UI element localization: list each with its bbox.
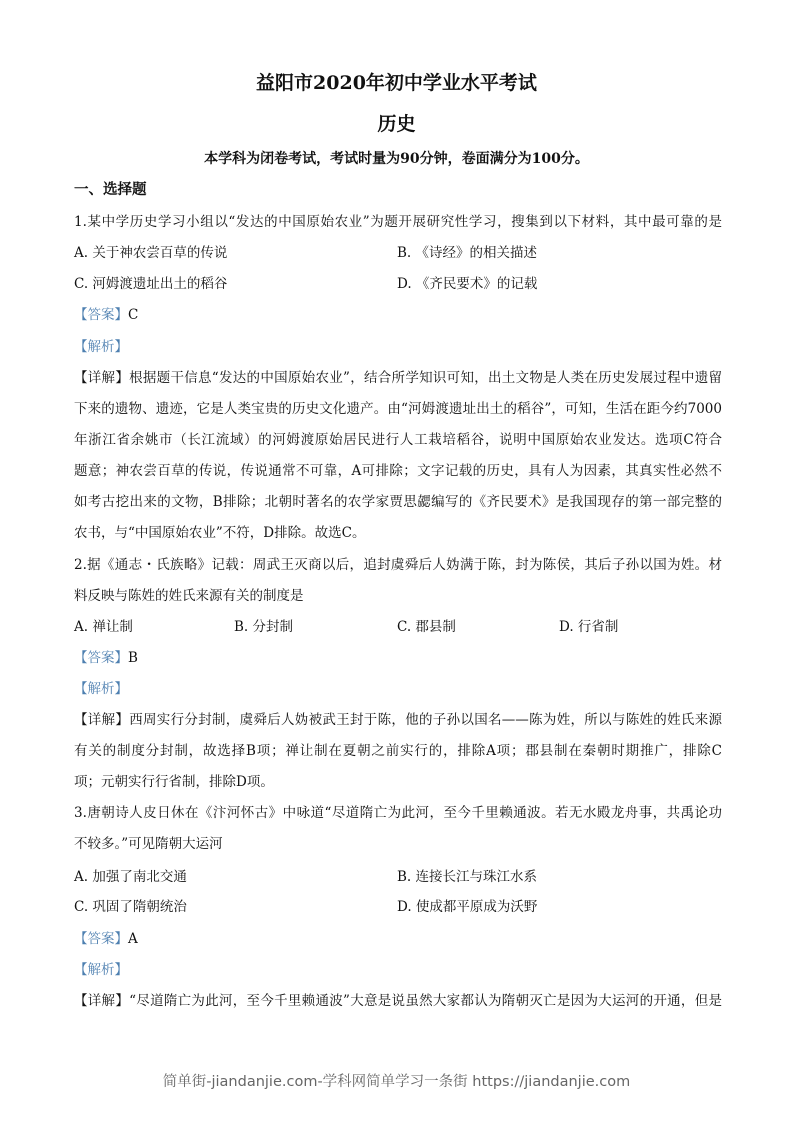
q1-detail-line: 题意；神农尝百草的传说，传说通常不可靠，A可排除；文字记载的历史，具有人为因素，其真实性必然不 (74, 463, 722, 479)
q2-stem: 料反映与陈姓的姓氏来源有关的制度是 (74, 588, 304, 604)
q1-detail-line: 下来的遗物、遗迹，它是人类宝贵的历史文化遗产。由“河姆渡遗址出土的稻谷”，可知，生活在距今约7000 (74, 401, 722, 417)
answer-tag: 【答案】 (74, 307, 128, 323)
q3-analysis-tag: 【解析】 (74, 962, 128, 978)
q1-detail-line: 如考古挖出来的文物，B排除；北朝时著名的农学家贾思勰编写的《齐民要术》是我国现存的第一部完整的 (74, 494, 722, 510)
answer-tag: 【答案】 (74, 650, 128, 666)
q2-option-b: B. 分封制 (234, 619, 294, 635)
answer-value: A (128, 931, 138, 947)
q2-analysis-tag: 【解析】 (74, 681, 128, 697)
section-heading: 一、选择题 (74, 181, 147, 198)
q3-option-d: D. 使成都平原成为沃野 (397, 899, 538, 915)
q1-detail-line: 【详解】根据题干信息“发达的中国原始农业”，结合所学知识可知，出土文物是人类在历史发展过程中遗留 (74, 370, 722, 386)
q2-detail-line: 有关的制度分封制，故选择B项；禅让制在夏朝之前实行的，排除A项；郡县制在秦朝时期推广，排除C (74, 743, 722, 759)
q2-stem: 2.据《通志・氏族略》记载：周武王灭商以后，追封虞舜后人妫满于陈，封为陈侯，其后子孙以国为姓。材 (74, 557, 722, 573)
q2-detail-line: 项；元朝实行行省制，排除D项。 (74, 774, 274, 790)
exam-note: 本学科为闭卷考试，考试时量为90分钟，卷面满分为100分。 (204, 151, 589, 167)
q1-option-a: A. 关于神农尝百草的传说 (74, 245, 228, 261)
q3-option-b: B. 连接长江与珠江水系 (397, 869, 538, 885)
q2-answer (74, 648, 722, 668)
q2-option-c: C. 郡县制 (397, 619, 456, 635)
q1-detail-line: 农书，与“中国原始农业”不符，D排除。故选C。 (74, 525, 366, 541)
q2-option-d: D. 行省制 (559, 619, 619, 635)
q3-stem: 不较多。”可见隋朝大运河 (74, 836, 223, 852)
q1-stem: 1.某中学历史学习小组以“发达的中国原始农业”为题开展研究性学习，搜集到以下材料，其中最可靠的是 (74, 214, 722, 230)
answer-tag: 【答案】 (74, 931, 128, 947)
q1-analysis-tag: 【解析】 (74, 339, 128, 355)
exam-title: 益阳市2020年初中学业水平考试 (256, 72, 537, 94)
q2-detail-line: 【详解】西周实行分封制，虞舜后人妫被武王封于陈，他的子孙以国名——陈为姓，所以与陈姓的姓氏来源 (74, 712, 722, 728)
q3-detail-line: 【详解】“尽道隋亡为此河，至今千里赖通波”大意是说虽然大家都认为隋朝灭亡是因为大运河的开通，但是 (74, 993, 722, 1009)
q3-answer (74, 929, 722, 949)
q3-option-c: C. 巩固了隋朝统治 (74, 899, 187, 915)
answer-value: B (128, 650, 138, 666)
q1-answer (74, 305, 722, 325)
answer-value: C (128, 307, 139, 323)
q1-option-b: B. 《诗经》的相关描述 (397, 245, 538, 261)
subject-title: 历史 (377, 113, 416, 135)
q3-stem: 3.唐朝诗人皮日休在《汴河怀古》中咏道“尽道隋亡为此河，至今千里赖通波。若无水殿龙舟事，共禹论功 (74, 805, 722, 821)
q2-option-a: A. 禅让制 (74, 619, 133, 635)
q1-option-d: D. 《齐民要术》的记载 (397, 276, 538, 292)
q3-option-a: A. 加强了南北交通 (74, 869, 187, 885)
q1-detail-line: 年浙江省余姚市（长江流域）的河姆渡原始居民进行人工栽培稻谷，说明中国原始农业发达。选项C符合 (74, 432, 722, 448)
footer-watermark: 简单街-jiandanjie.com-学科网简单学习一条街 https://jiandanjie.com (162, 1074, 631, 1090)
q1-option-c: C. 河姆渡遗址出土的稻谷 (74, 276, 228, 292)
